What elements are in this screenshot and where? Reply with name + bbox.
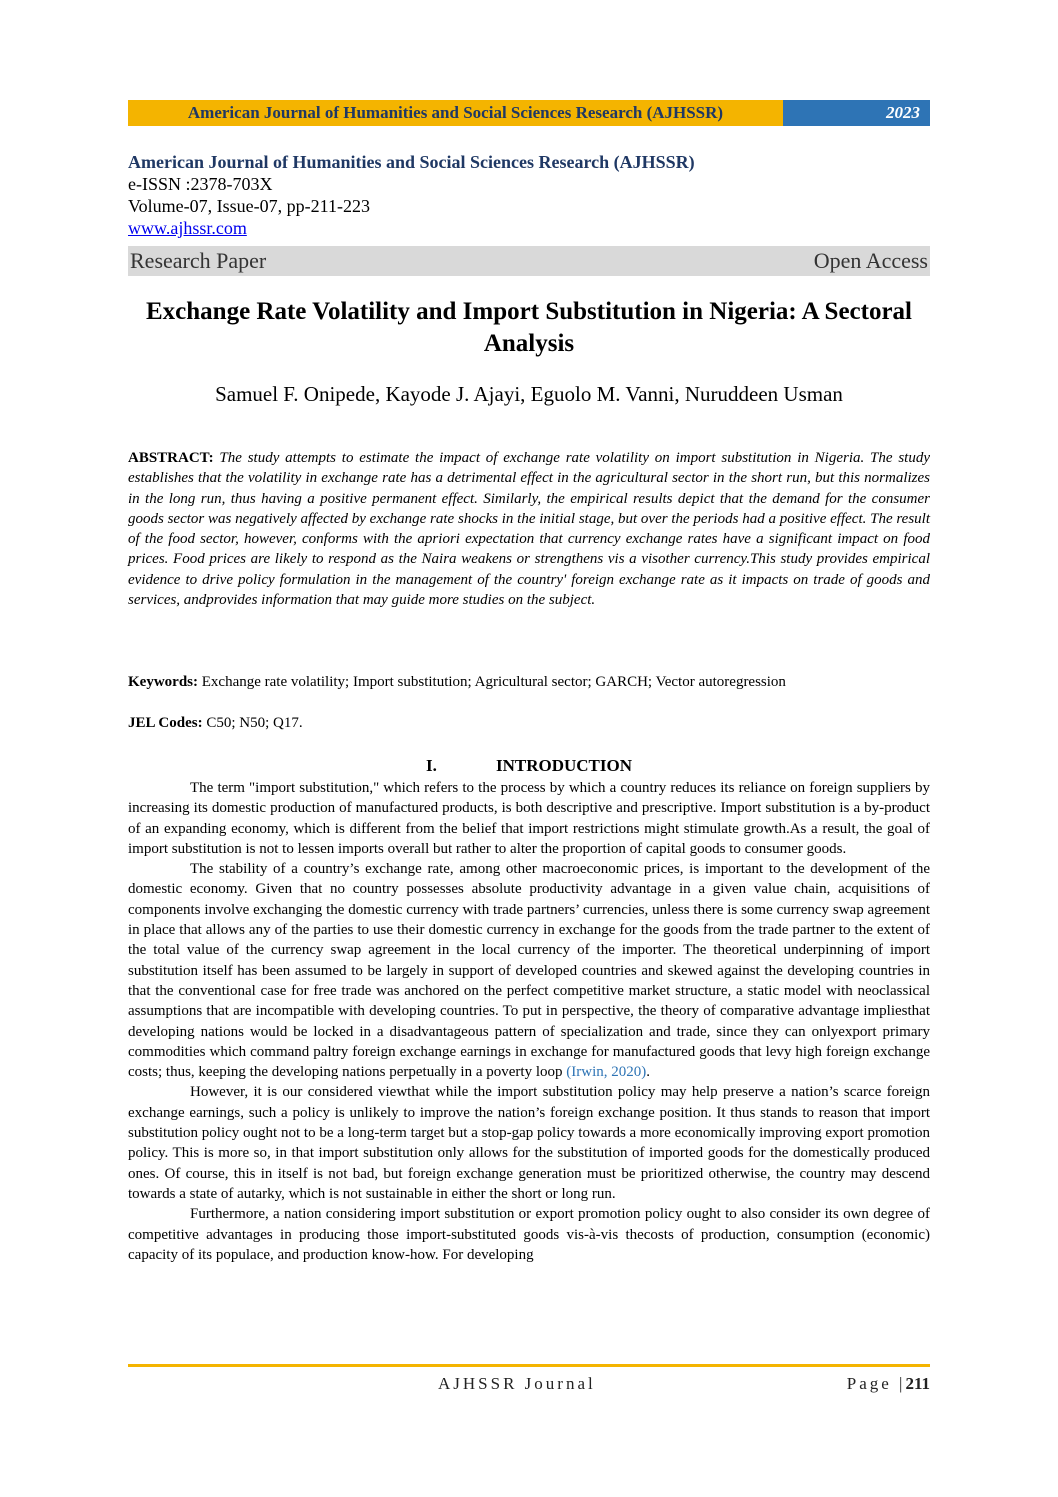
footer-page-label: Page |: [846, 1374, 906, 1393]
access-type: Open Access: [813, 248, 928, 273]
paragraph-4: Furthermore, a nation considering import substitution or export promotion policy ought to also consider its own degree of competitive advantages in producing those import-substituted goods vis-à-vis thecosts of production, consumption (economic) capacity of its populace, and production know-how. For developing: [128, 1206, 930, 1263]
journal-header-band: [128, 100, 930, 126]
section-number: I.: [425, 756, 437, 775]
paper-title: Exchange Rate Volatility and Import Substitution in Nigeria: A Sectoral Analysis: [145, 298, 912, 357]
keywords-text: Exchange rate volatility; Import substitution; Agricultural sector; GARCH; Vector autoregression: [201, 674, 786, 690]
paper-authors: Samuel F. Onipede, Kayode J. Ajayi, Eguolo M. Vanni, Nuruddeen Usman: [215, 382, 843, 406]
paper-type-bar: [128, 246, 930, 276]
abstract-label: ABSTRACT:: [128, 450, 214, 466]
header-year: 2023: [783, 100, 930, 126]
footer-page-number: 211: [905, 1374, 930, 1393]
issn: e-ISSN :2378-703X: [128, 174, 273, 194]
body-text: [128, 778, 930, 1265]
abstract: [128, 448, 930, 610]
abstract-text: The study attempts to estimate the impact of exchange rate volatility on import substitution in Nigeria. The study establishes that the volatility in exchange rate has a detrimental effect in the agricultural sector in the short run, but this normalizes in the long run, thus having a positive permanent effect. Similarly, the empirical results depict that the demand for the consumer goods sector was negatively affected by exchange rate shocks in the initial stage, but over the periods had a positive effect. The result of the food sector, however, conforms with the apriori expectation that currency exchange rates have a significant impact on food prices. Food prices are likely to respond as the Naira weakens or strengthens vis a visother currency.This study provides empirical evidence to drive policy formulation in the management of the country' foreign exchange rate as it impacts on trade of goods and services, andprovides information that may guide more studies on the subject.: [128, 450, 931, 609]
paper-type: Research Paper: [130, 248, 267, 273]
jel-text: C50; N50; Q17.: [206, 715, 303, 731]
header-journal-title: American Journal of Humanities and Social Sciences Research (AJHSSR): [128, 100, 783, 126]
keywords: [128, 674, 930, 691]
paragraph-2-end: .: [646, 1064, 650, 1081]
citation-link[interactable]: (Irwin, 2020): [566, 1064, 647, 1081]
journal-website-link[interactable]: www.ajhssr.com: [128, 218, 247, 238]
jel-label: JEL Codes:: [128, 715, 203, 731]
keywords-label: Keywords:: [128, 674, 198, 690]
section-title: INTRODUCTION: [495, 756, 633, 775]
journal-name: American Journal of Humanities and Social Sciences Research (AJHSSR): [128, 152, 695, 172]
paragraph-2: [128, 859, 930, 1082]
paragraph-1: The term "import substitution," which refers to the process by which a country reduces its reliance on foreign suppliers by increasing its domestic production of manufactured products, is both descriptive and prescriptive. Import substitution is a by-product of an expanding economy, which is different from the belief that import restrictions might stimulate growth.As a result, the goal of import substitution is not to lessen imports overall but rather to alter the proportion of capital goods to consumer goods.: [128, 780, 930, 857]
footer-page: [847, 1374, 930, 1394]
footer-rule: [128, 1364, 930, 1367]
jel-codes: [128, 715, 930, 732]
paragraph-3: However, it is our considered viewthat while the import substitution policy may help preserve a nation’s scarce foreign exchange earnings, such a policy is unlikely to improve the nation’s foreign exchange position. It thus stands to reason that import substitution policy ought not to be a long-term target but a stop-gap policy towards a more economically improving export promotion policy. This is more so, in that import substitution only allows for the substitution of imported goods for the domestically produced ones. Of course, this in itself is not bad, but foreign exchange generation must be prioritized otherwise, the country may descend towards a state of autarky, which is not sustainable in either the short or long run.: [128, 1084, 930, 1202]
section-heading: [128, 756, 930, 776]
footer-journal: AJHSSR Journal: [438, 1374, 596, 1393]
paragraph-2-text: The stability of a country’s exchange rate, among other macroeconomic prices, is important to the development of the domestic economy. Given that no country possesses absolute productivity advantage in a given value chain, acquisitions of components involve exchanging the domestic currency with trade partners’ currencies, unless there is some currency swap agreement in place that allows any of the parties to use their domestic currency in exchange for the goods from the trade partner to the extent of the total value of the currency swap agreement in the local currency of the importer. The theoretical underpinning of import substitution itself has been assumed to be largely in support of developed countries and skewed against the developing countries in that the conventional case for free trade was anchored on the perfect competitive market structure, a static model with neoclassical assumptions that are incompatible with developing countries. To put in perspective, the theory of comparative advantage impliesthat developing nations would be locked in a disadvantageous pattern of specialization and trade, since they can onlyexport primary commodities which command paltry foreign exchange earnings in exchange for manufactured goods that levy high foreign exchange costs; thus, keeping the developing nations perpetually in a poverty loop: [128, 861, 930, 1081]
volume-issue: Volume-07, Issue-07, pp-211-223: [128, 196, 370, 216]
journal-meta: [128, 151, 930, 239]
